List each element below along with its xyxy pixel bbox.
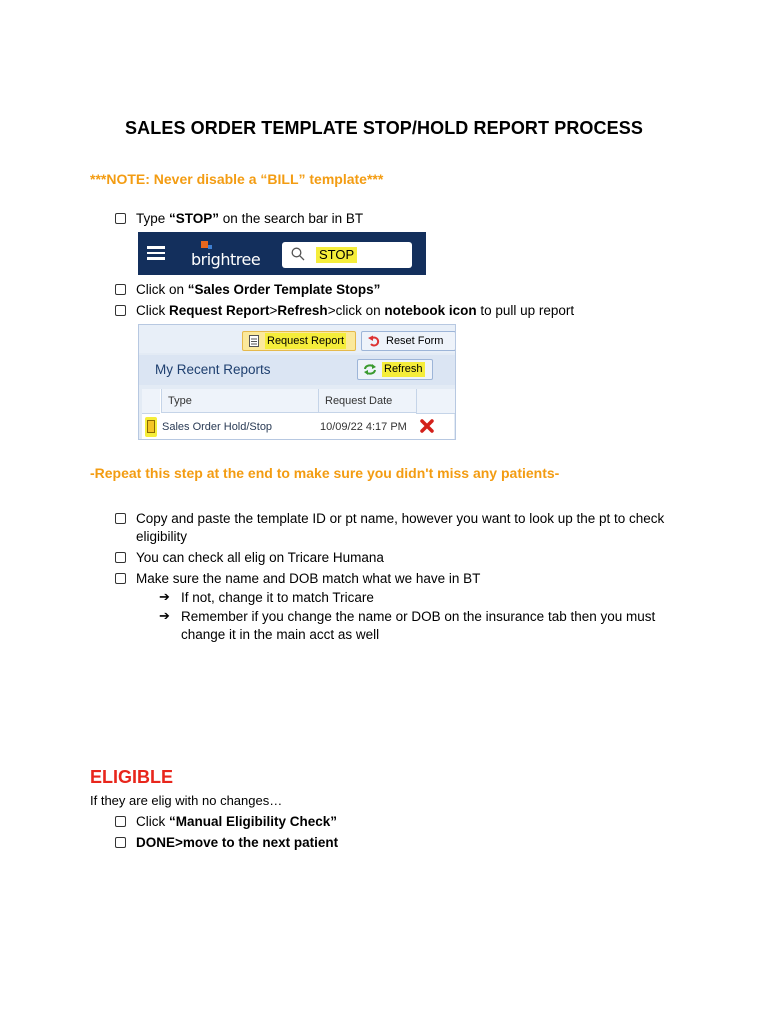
- recent-reports-header: [139, 355, 456, 385]
- column-header-type[interactable]: Type: [161, 389, 318, 413]
- report-type-cell: Sales Order Hold/Stop: [162, 421, 273, 433]
- search-input-value: STOP: [316, 247, 357, 263]
- step-click-template-stops: [136, 281, 380, 299]
- step-name-dob: Make sure the name and DOB match what we have in BT: [136, 571, 481, 586]
- search-bar[interactable]: [282, 242, 412, 268]
- checkbox-name-dob[interactable]: [115, 573, 126, 584]
- step-bold-text: notebook icon: [384, 303, 477, 318]
- report-panel-screenshot: [138, 324, 456, 440]
- refresh-button[interactable]: [357, 359, 433, 380]
- step-bold-text: DONE>move to the next patient: [136, 835, 339, 850]
- hamburger-menu-icon[interactable]: [147, 246, 165, 260]
- checkbox-manual-eligibility[interactable]: [115, 816, 126, 827]
- checkbox-step-request-report[interactable]: [115, 305, 126, 316]
- checkbox-copy-paste[interactable]: [115, 513, 126, 524]
- step-text: on the search bar in BT: [219, 211, 364, 226]
- step-text: Click: [136, 814, 169, 829]
- checkbox-step-type-stop[interactable]: [115, 213, 126, 224]
- delete-icon[interactable]: [420, 419, 434, 433]
- step-text: >: [269, 303, 278, 318]
- recent-reports-title: My Recent Reports: [155, 362, 271, 377]
- note-text: ***NOTE: Never disable a “BILL” template***: [90, 171, 384, 187]
- document-icon: [249, 335, 259, 347]
- step-text: Type: [136, 211, 170, 226]
- request-report-label: Request Report: [267, 335, 345, 347]
- reset-form-button[interactable]: [361, 331, 456, 351]
- refresh-label: Refresh: [384, 363, 423, 375]
- arrow-bullet-icon: ➔: [159, 589, 170, 604]
- arrow-bullet-icon: ➔: [159, 608, 170, 623]
- step-tricare-humana: You can check all elig on Tricare Humana: [136, 550, 384, 565]
- step-type-stop: [136, 210, 363, 228]
- eligible-heading: ELIGIBLE: [90, 767, 174, 787]
- request-report-button[interactable]: [242, 331, 356, 351]
- checkbox-step-click-template-stops[interactable]: [115, 284, 126, 295]
- sub-step-change-name: If not, change it to match Tricare: [181, 590, 374, 605]
- report-date-cell: 10/09/22 4:17 PM: [320, 421, 407, 433]
- checkbox-done[interactable]: [115, 837, 126, 848]
- brightree-logo-text: brightree: [191, 250, 261, 269]
- brightree-search-screenshot: [138, 232, 426, 275]
- reset-form-label: Reset Form: [386, 335, 444, 347]
- search-icon: [291, 247, 305, 261]
- step-text: Click: [136, 303, 169, 318]
- step-copy-paste-cont: eligibility: [136, 529, 188, 544]
- sub-step-insurance-tab: Remember if you change the name or DOB on the insurance tab then you must: [181, 609, 656, 624]
- report-toolbar: [139, 325, 456, 353]
- step-text: >click on: [327, 303, 385, 318]
- step-text: to pull up report: [476, 303, 575, 318]
- column-header-request-date[interactable]: Request Date: [318, 389, 416, 413]
- undo-icon: [368, 335, 380, 347]
- step-bold-text: Refresh: [277, 303, 328, 318]
- page-title: SALES ORDER TEMPLATE STOP/HOLD REPORT PROCESS: [125, 118, 643, 138]
- step-done: [136, 834, 338, 852]
- step-manual-eligibility: [136, 813, 337, 831]
- eligible-intro: If they are elig with no changes…: [90, 793, 283, 808]
- step-request-report: [136, 302, 574, 320]
- checkbox-tricare-humana[interactable]: [115, 552, 126, 563]
- notebook-icon[interactable]: [145, 417, 157, 437]
- reports-table: [142, 389, 454, 440]
- repeat-note: -Repeat this step at the end to make sure you didn't miss any patients-: [90, 465, 560, 481]
- step-text: Click on: [136, 282, 188, 297]
- step-copy-paste: Copy and paste the template ID or pt name, however you want to look up the pt to check: [136, 511, 665, 526]
- table-header-cell: [142, 389, 160, 414]
- step-bold-text: “Manual Eligibility Check”: [169, 814, 338, 829]
- sub-step-insurance-tab-cont: change it in the main acct as well: [181, 627, 380, 642]
- step-bold-text: “Sales Order Template Stops”: [187, 282, 381, 297]
- refresh-icon: [363, 363, 377, 376]
- step-bold-text: “STOP”: [169, 211, 220, 226]
- step-bold-text: Request Report: [169, 303, 270, 318]
- table-header-cell: [416, 389, 455, 414]
